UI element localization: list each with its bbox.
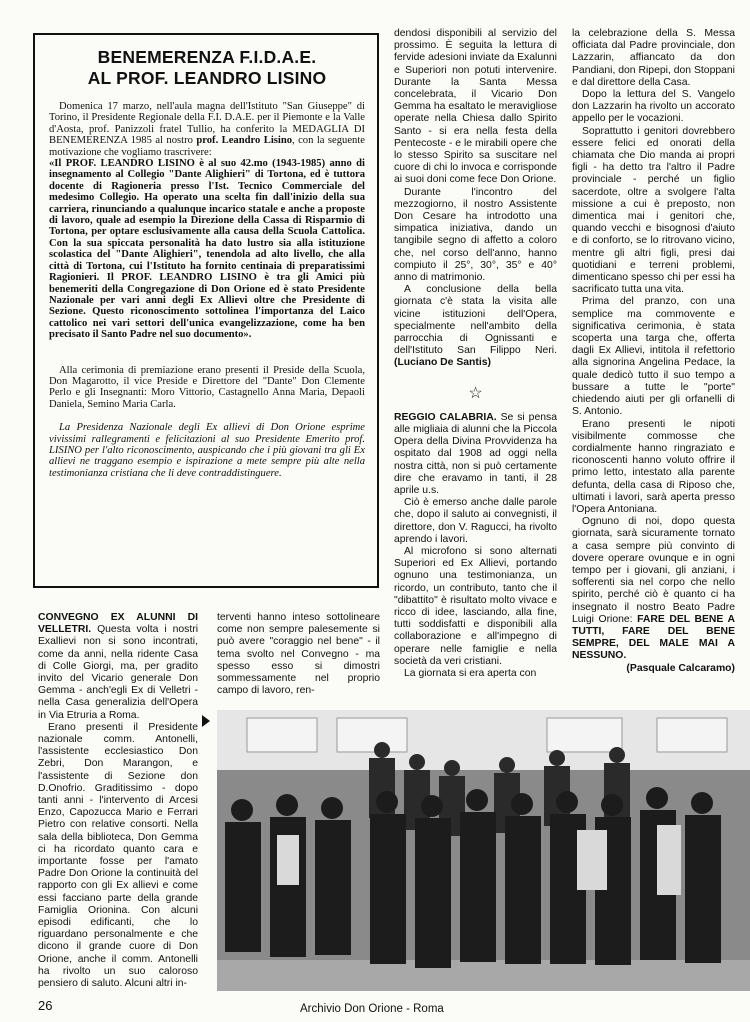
page-number: 26 [38, 998, 53, 1013]
title-line-1: BENEMERENZA F.I.D.A.E. [97, 47, 317, 67]
col2-paragraph-3-text: A conclusione della bella giornata c'è stata la visita alle vicine istituzioni dell'Opera, specialmente nell'ambito della parrocchia di Ognissanti e dell'Istituto San Filippo Neri. [394, 284, 557, 357]
velletri-text-1: Questa volta i nostri Exallievi non si sono incontrati, come da anni, nella ridente Casa di Colle Giorgi, ma, per gradito invito del Vicario generale Don Gemma - anch'egli Ex di Velletri - nella Casa generalizia dell'Opera in Via Etruria a Roma. [38, 624, 198, 721]
orione-motto: FARE DEL BENE A TUTTI, FARE DEL BENE SEMPRE, DEL MALE MAI A NESSUNO. [572, 613, 735, 662]
reggio-paragraph-1 [394, 412, 557, 497]
group-photo [217, 710, 750, 991]
col3-paragraph-5: Erano presenti le nipoti visibilmente commosse che cordialmente hanno ringraziato e riconoscenti hanno voluto offrire il primo letto, intestato alla parente defunta, della casa di Riposo che, ultimati i lavori, sarà aperta presso l'Opera Antoniana. [572, 418, 735, 515]
article-title [49, 47, 365, 89]
col3-paragraph-3: Soprattutto i genitori dovrebbero essere felici ed onorati della chiamata che Dio manda ai propri figli - ha detto tra l'altro il Padre provinciale - perché un figlio sacerdote, oltre a svolgere l'alta missione a cui è preposto, non dimentica mai i genitori che, quando vecchi e bisognosi d'aiuto e di conforto, se lo ritrovano vicino, mentre gli altri figli, presi dai quotidiani e terreni problemi, dimenticano spesso chi per essi ha sacrificato tutta una vita. [572, 125, 735, 296]
arrow-right-icon [201, 714, 211, 728]
reggio-text-1: Se si pensa alle migliaia di alunni che la Piccola Opera della Divina Provvidenza ha ospitato dal 1908 ad oggi nella nostra città, non si può certamente dire che eravamo in tanti, il 28 aprile u.s. [394, 411, 557, 496]
reggio-paragraph-3: Al microfono si sono alternati Superiori ed Ex Allievi, portando ognuno una testimonianza, un ricordo, un contributo, tanto che il "dibattito" è risultato molto vivace e ricco di idee, lasciando, alla fine, tutti soddisfatti e disponibili alla collaborazione e all'impegno di operare nelle famiglie e nella società da veri cristiani. [394, 545, 557, 667]
reggio-paragraph-2: Ciò è emerso anche dalle parole che, dopo il saluto ai convegnisti, il direttore, don V. Ragucci, ha rivolto aprendo i lavori. [394, 497, 557, 545]
signature-de-santis: (Luciano De Santis) [394, 357, 491, 369]
reggio-heading: REGGIO CALABRIA. [394, 411, 497, 423]
col2-paragraph-3 [394, 284, 557, 369]
right-column [572, 28, 735, 702]
middle-column [394, 28, 557, 698]
ceremony-paragraph: Alla cerimonia di premiazione erano presenti il Preside della Scuola, Don Magarotto, il vice Preside e Direttore del "Dante" Don Clemente Perlo e gli Insegnanti: Moro Vittorio, Castagnello Anna Maria, Depaoli Daniela, Semino Maria Carla. [49, 364, 365, 410]
title-line-2: AL PROF. LEANDRO LISINO [87, 68, 327, 88]
intro-text-b: , con la seguente motivazione che vogliamo trascrivere: [49, 135, 365, 158]
motivation-paragraph: «Il PROF. LEANDRO LISINO è al suo 42.mo (1943-1985) anno di insegnamento al Collegio "Dante Alighieri" di Tortona, ed è tuttora docente di Ragioneria presso l'Ist. Tecnico Commerciale del medesimo Collegio. Ha operato una scelta fin dall'inizio della sua carriera, rinunciando a qualunque incarico statale e anche a proposte di lavoro, quale ad esempio la Direzione della Cassa di Risparmio di Tortona, per optare esclusivamente alla causa della Scuola Cattolica. Con la sua spiccata personalità ha dato lustro sia alla istituzione scolastica del "Dante Alighieri", tenendola ad alto livello, che alla città di Tortona, cui l'Istituto ha fornito centinaia di preparatissimi Ragionieri. Il PROF. LEANDRO LISINO è tra gli Amici più benemeriti della Congregazione di Don Orione ed è stato Presidente Nazionale per vari anni degli Ex Allievi oltre che Presidente di Sezione. Questo riconoscimento sottolinea l'importanza del Laico cattolico nei vari settori dell'unica evangelizzazione, come ha ben precisato il Santo Padre nel suo documento». [49, 158, 365, 341]
velletri-paragraph-1 [38, 612, 198, 722]
group-photo-illustration [217, 710, 750, 991]
velletri-continuation: terventi hanno inteso sottolineare come non sempre palesemente si può avere "coraggio nel bene" - il tema svolto nel Convegno - ma spesso esso si dimostri sommessamente nel proprio campo di lavoro, ren- [217, 612, 380, 697]
col2-paragraph-2: Durante l'incontro del mezzogiorno, il nostro Assistente Don Cesare ha introdotto una simpatica iniziativa, dando un tangibile segno di affetto a coloro che, nel corso dell'anno, hanno compiuto il 25°, 30°, 35° e 40° anno di matrimonio. [394, 186, 557, 284]
intro-awardee-name: prof. Leandro Lisino [196, 135, 293, 147]
velletri-paragraph-2: Erano presenti il Presidente nazionale comm. Antonelli, l'assistente ecclesiastico Don Zebri, Don Marangon, e l'assistente di Sezione don D.Onofrio. Graditissimo - dopo tanti anni - l'intervento di Arcesi Enzo, Capozucca Mario e Ferrari Pietro con relative consorti. Nella sala della biblioteca, Don Gemma ci ha ricordato quanto cara e importante fosse per l'amato Padre Don Orione la continuità del rapporto con gli Ex allievi e come essi facciano parte della grande Famiglia Orionina. Con alcuni episodi edificanti, che lo riguardano personalmente e che dicono il grande cuore di Don Orione, anche il comm. Antonelli ha rivolto un suo caloroso pensiero di saluto. Alcuni altri in- [38, 721, 198, 990]
col3-paragraph-6-text: Ognuno di noi, dopo questa giornata, sarà sicuramente tornato a casa sempre più convinto di dovere operare ovunque e in ogni tempo per i giovani, gli anziani, i sofferenti sia nel corpo che nello spirito, perché ciò è quanto ci ha insegnato il nostro Beato Padre Luigi Orione: [572, 516, 735, 625]
velletri-column-2 [217, 612, 380, 704]
intro-paragraph [49, 101, 365, 158]
velletri-column-1 [38, 612, 198, 994]
col3-paragraph-1: la celebrazione della S. Messa officiata dal Padre provinciale, don Lazzarin, affiancato da don Pandiani, don Ripepi, don Stoppani e dal direttore della Casa. [572, 28, 735, 88]
star-separator-icon: ☆ [468, 384, 483, 402]
signature-calcaramo: (Pasquale Calcaramo) [626, 662, 735, 674]
award-article-box [33, 33, 379, 588]
col2-paragraph-1: dendosi disponibili al servizio del prossimo. È seguita la lettura di fervide adesioni inviate da Exalunni e Superiori non potuti intervenire. Durante la Santa Messa concelebrata, il Vicario Don Gemma ha esaltato le meravigliose operate nella Chiesa dallo Spirito Santo - si era nella festa della Pentecoste - e le mirabili opere che lo stesso Spirito sa suscitare nel cuore di chi lo invoca e corrisponde ai suoi doni come fece Don Orione. [394, 28, 557, 186]
presidency-note: La Presidenza Nazionale degli Ex allievi di Don Orione esprime vivissimi rallegramenti e felicitazioni al suo Presidente Emerito prof. LISINO per l'alto riconoscimento, auspicando che i più giovani tra gli Ex allievi ne traggano esempio e ispirazione a mete sempre più alte nella testimonianza cristiana che li deve contraddistinguere. [49, 422, 365, 479]
col3-paragraph-4: Prima del pranzo, con una semplice ma commovente e significativa cerimonia, è stata scoperta una targa che, offerta dagli Ex Allievi, intitola il refettorio alla signorina Angelina Pedace, la quale dedicò tutto il suo tempo a bussare a tutte le "porte" chiedendo aiuti per gli orfanelli di S. Antonio. [572, 296, 735, 418]
col3-paragraph-2: Dopo la lettura del S. Vangelo don Lazzarin ha rivolto un accorato appello per le vocazioni. [572, 89, 735, 125]
archive-label: Archivio Don Orione - Roma [300, 1003, 444, 1015]
intro-text-a: Domenica 17 marzo, nell'aula magna dell'Istituto "San Giuseppe" di Torino, il Presidente Regionale della F.I. D.A.E. per il Piemonte e la Valle d'Aosta, prof. Panizzoli fratel Tullio, ha conferito la MEDAGLIA DI BENEMERENZA 1985 al nostro [49, 101, 365, 147]
reggio-paragraph-4: La giornata si era aperta con [404, 667, 537, 679]
col3-paragraph-6 [572, 516, 735, 662]
velletri-heading: CONVEGNO EX ALUNNI DI VELLETRI. [38, 612, 198, 636]
